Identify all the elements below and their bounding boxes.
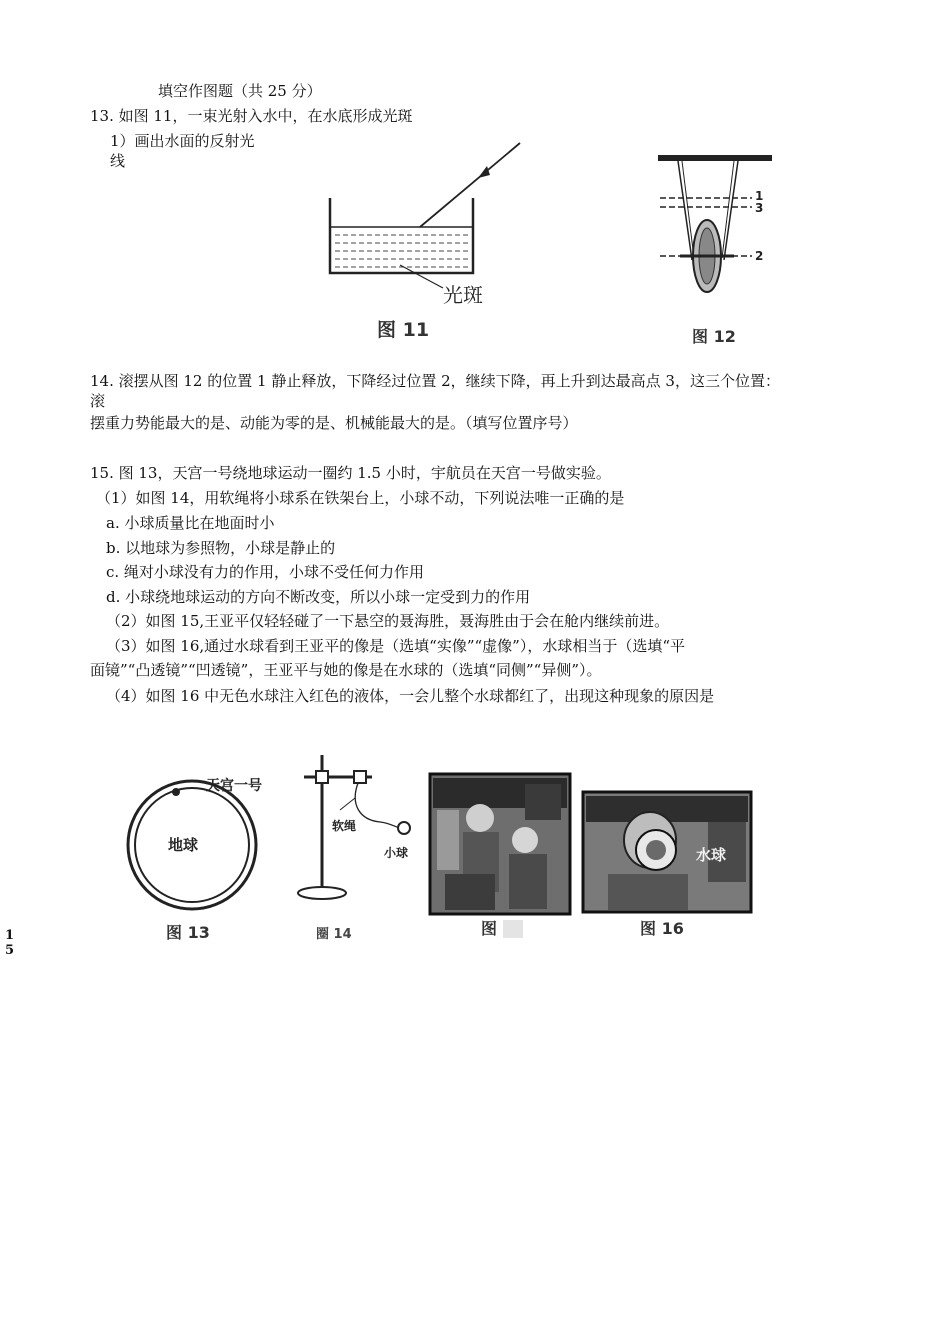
fig14-caption: 圈 14 (316, 927, 352, 942)
q15-stem: 15. 图 13，天宫一号绕地球运动一圈约 1.5 小时，宇航员在天宫一号做实验。 (90, 464, 611, 482)
side-number-digit-2: 5 (5, 943, 15, 958)
fig12-pos1: 1 (755, 189, 764, 203)
fig16-waterball-label: 水球 (696, 846, 727, 864)
q13-sub1-line1: 1）画出水面的反射光 (110, 132, 255, 150)
fig11-caption: 图 11 (377, 319, 430, 341)
q15-option-d: d. 小球绕地球运动的方向不断改变，所以小球一定受到力的作用 (106, 588, 531, 606)
q15-option-c: c. 绳对小球没有力的作用，小球不受任何力作用 (106, 563, 424, 581)
q13-stem: 13. 如图 11，一束光射入水中，在水底形成光斑 (90, 107, 413, 125)
q15-part4: （4）如图 16 中无色水球注入红色的液体，一会儿整个水球都红了，出现这种现象的原因是 (106, 687, 715, 705)
q15-part1: （1）如图 14，用软绳将小球系在铁架台上，小球不动，下列说法唯一正确的是 (96, 489, 625, 507)
fig15-caption: 图 (481, 919, 498, 938)
figure-16 (578, 788, 756, 942)
q15-option-a: a. 小球质量比在地面时小 (106, 514, 275, 532)
figure-14 (290, 750, 430, 945)
q15-option-b: b. 以地球为参照物，小球是静止的 (106, 539, 336, 557)
figure-12 (650, 150, 780, 350)
fig13-caption: 图 13 (166, 923, 210, 942)
q14-stem-line2: 摆重力势能最大的是、动能为零的是、机械能最大的是。（填写位置序号） (90, 414, 578, 432)
fig12-pos3: 3 (755, 201, 764, 215)
section-title: 填空作图题（共 25 分） (158, 82, 322, 100)
q14-stem-line1b: 滚 (90, 392, 106, 410)
fig13-earth-label: 地球 (168, 836, 199, 854)
fig14-rope-label: 软绳 (332, 819, 357, 833)
figure-15 (425, 770, 573, 942)
q14-stem-line1: 14. 滚摆从图 12 的位置 1 静止释放，下降经过位置 2，继续下降，再上升到达最高点 3，这三个位置： (90, 372, 780, 390)
side-number-digit-1: 1 (5, 928, 15, 943)
q15-part3-line1: （3）如图 16,通过水球看到王亚平的像是（选填“实像”“虚像”），水球相当于（选填“平 (106, 637, 686, 655)
figure-11 (315, 138, 535, 350)
fig13-tiangong-label: 天宫一号 (206, 778, 262, 794)
q15-part3-line2: 面镜”“凸透镜”“凹透镜”，王亚平与她的像是在水球的（选填“同侧”“异侧”）。 (90, 661, 602, 679)
fig14-ball-label: 小球 (384, 846, 409, 860)
fig12-pos2: 2 (755, 249, 764, 263)
q13-sub1-line2: 线 (110, 152, 126, 170)
fig16-caption: 图 16 (640, 919, 684, 938)
figure-13 (120, 770, 300, 945)
fig11-spot-label: 光斑 (443, 283, 483, 307)
q15-part2: （2）如图 15,王亚平仅轻轻碰了一下悬空的聂海胜，聂海胜由于会在舱内继续前进。 (106, 612, 670, 630)
fig12-caption: 图 12 (692, 327, 736, 346)
